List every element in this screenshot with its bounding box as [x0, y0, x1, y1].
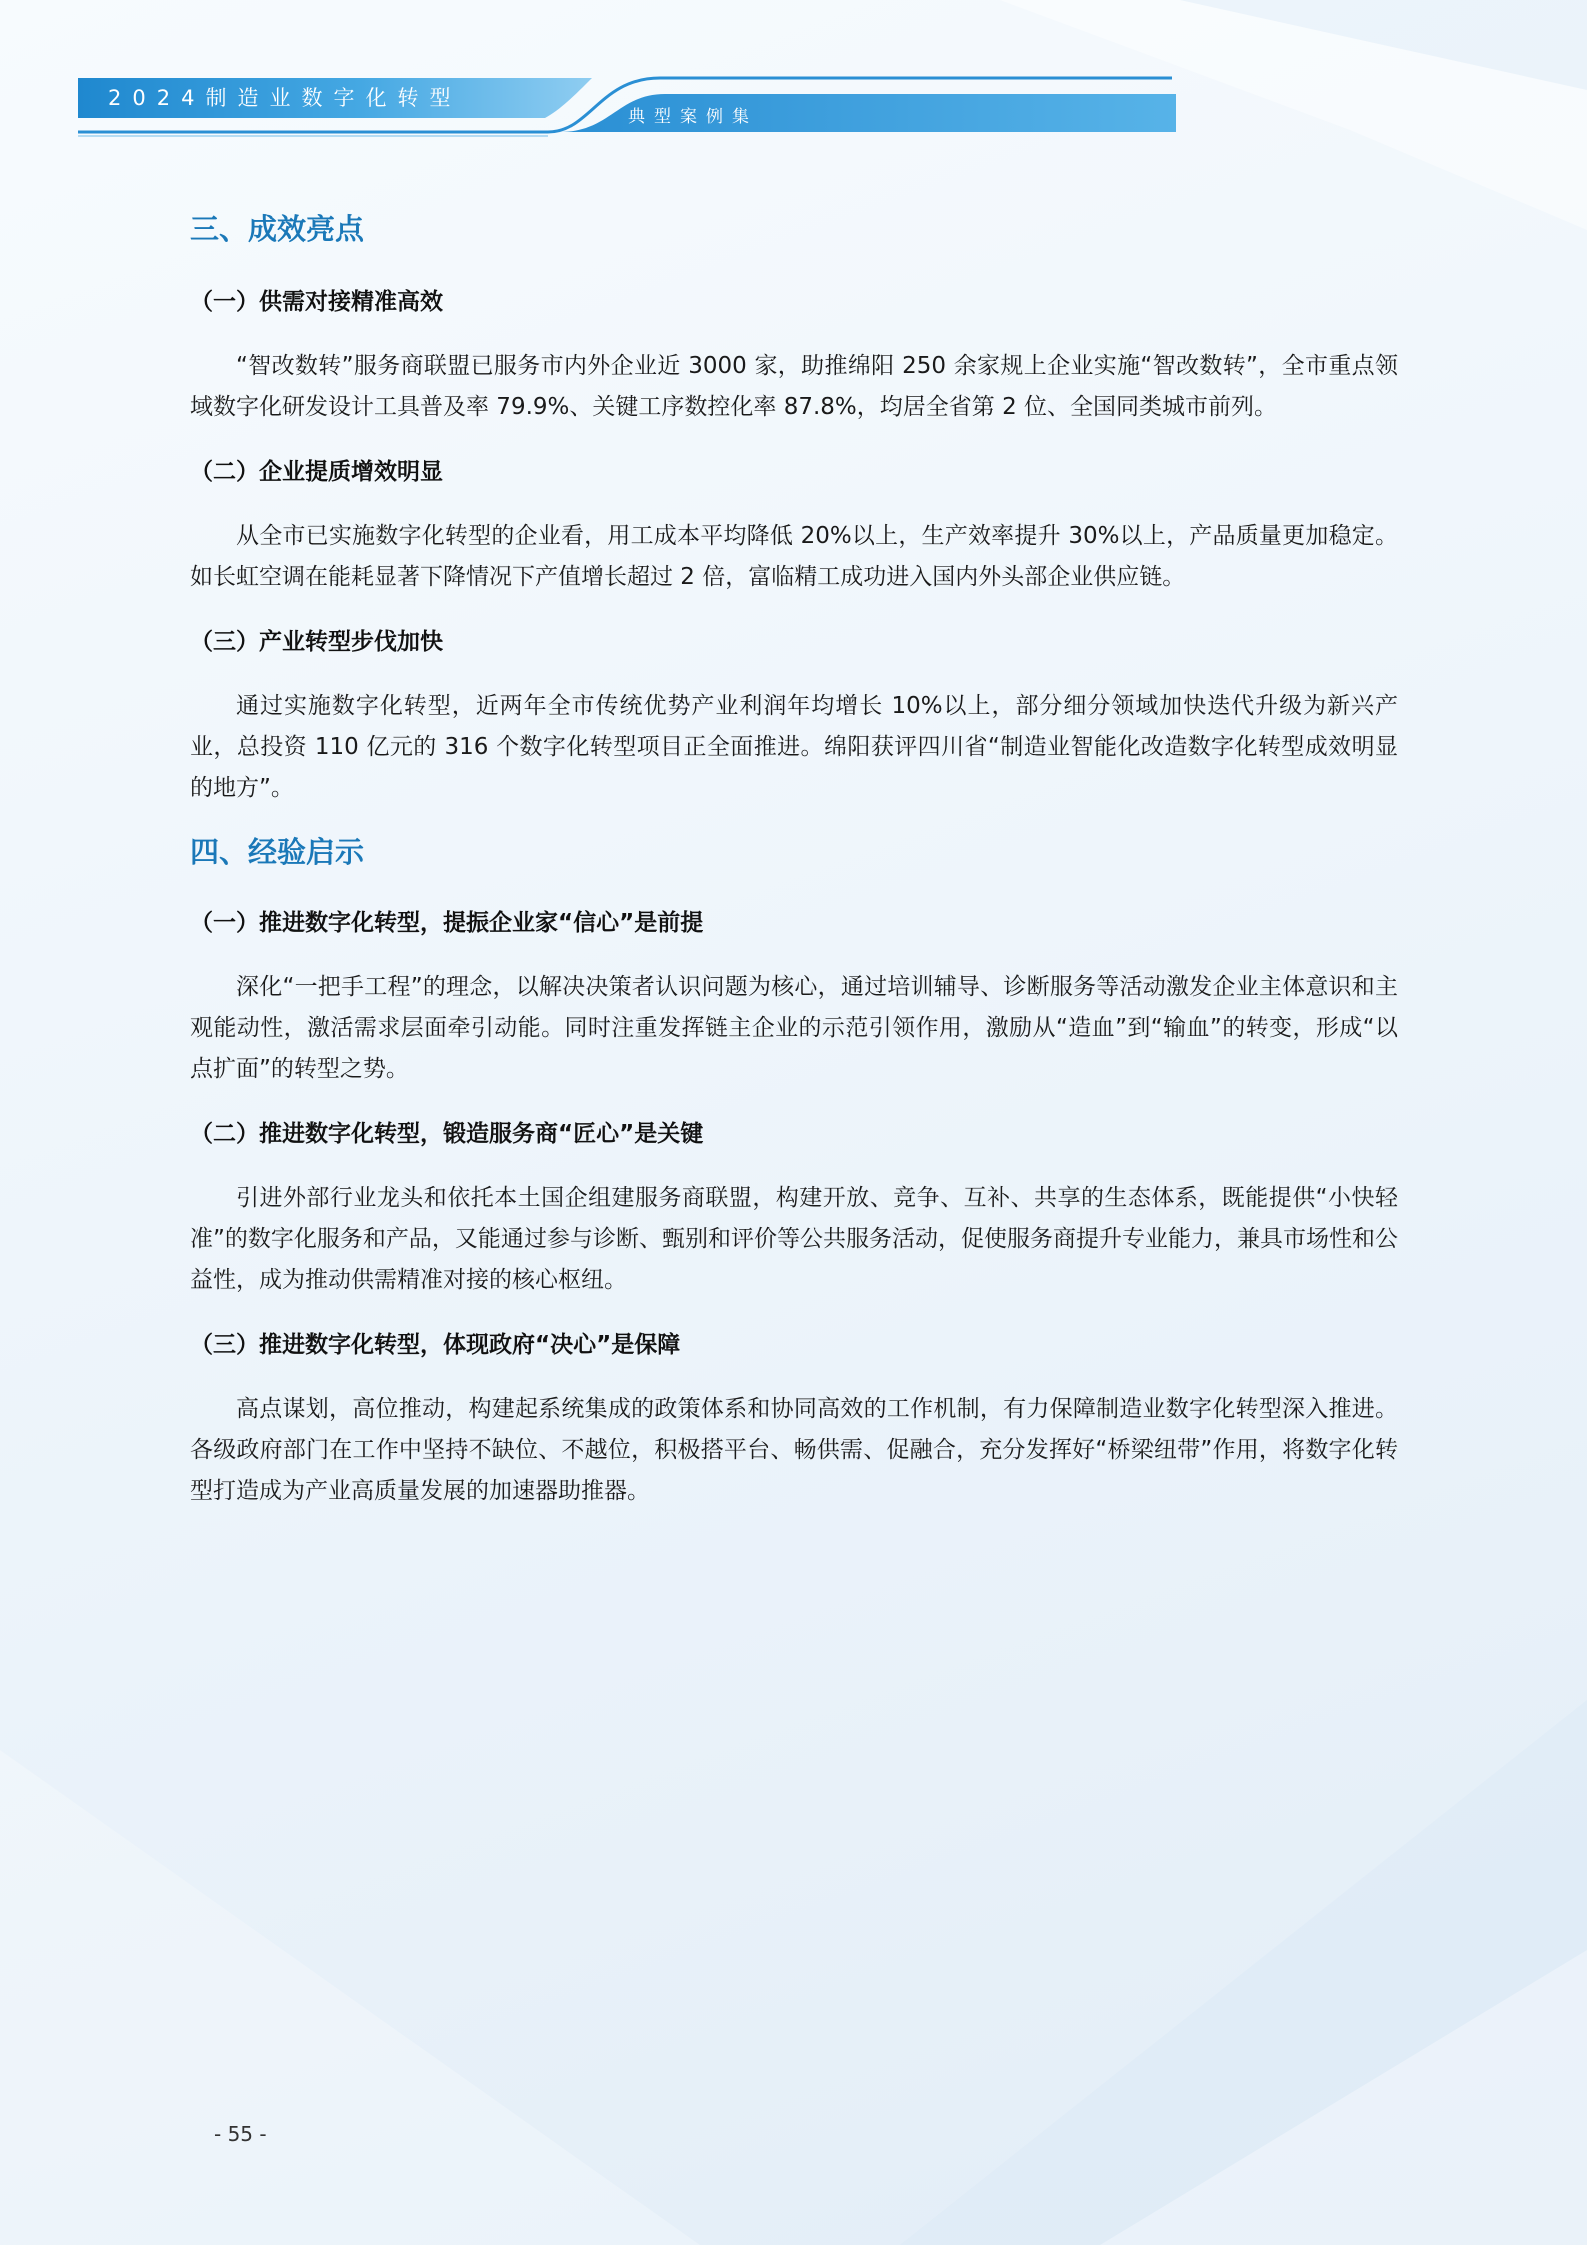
header-series-title: 2024制造业数字化转型 — [108, 86, 462, 110]
subsection-heading: （一）推进数字化转型，提振企业家“信心”是前提 — [190, 910, 704, 936]
subsection-heading: （三）产业转型步伐加快 — [190, 629, 443, 655]
page-header — [0, 0, 1587, 160]
main-content — [190, 208, 1398, 1512]
subsection-heading: （二）推进数字化转型，锻造服务商“匠心”是关键 — [190, 1121, 704, 1147]
header-band-graphic — [0, 0, 1587, 160]
paragraph: 通过实施数字化转型，近两年全市传统优势产业利润年均增长 10%以上，部分细分领域加快迭代升级为新兴产业，总投资 110 亿元的 316 个数字化转型项目正全面推进。绵阳获评四川省“制造业智能化改造数字化转型成效明显的地方”。 — [190, 693, 1398, 801]
subsection-heading: （二）企业提质增效明显 — [190, 459, 443, 485]
header-subtitle: 典型案例集 — [628, 107, 758, 127]
paragraph: 深化“一把手工程”的理念，以解决决策者认识问题为核心，通过培训辅导、诊断服务等活动激发企业主体意识和主观能动性，激活需求层面牵引动能。同时注重发挥链主企业的示范引领作用，激励从“造血”到“输血”的转变，形成“以点扩面”的转型之势。 — [190, 974, 1398, 1082]
paragraph: 引进外部行业龙头和依托本土国企组建服务商联盟，构建开放、竞争、互补、共享的生态体系，既能提供“小快轻准”的数字化服务和产品，又能通过参与诊断、甄别和评价等公共服务活动，促使服务商提升专业能力，兼具市场性和公益性，成为推动供需精准对接的核心枢纽。 — [190, 1185, 1398, 1293]
paragraph: 从全市已实施数字化转型的企业看，用工成本平均降低 20%以上，生产效率提升 30%以上，产品质量更加稳定。如长虹空调在能耗显著下降情况下产值增长超过 2 倍，富临精工成功进入国内外头部企业供应链。 — [190, 523, 1398, 590]
section-heading: 四、经验启示 — [190, 835, 365, 869]
paragraph: “智改数转”服务商联盟已服务市内外企业近 3000 家，助推绵阳 250 余家规上企业实施“智改数转”，全市重点领域数字化研发设计工具普及率 79.9%、关键工序数控化率 87.8%，均居全省第 2 位、全国同类城市前列。 — [190, 353, 1398, 420]
page-number: - 55 - — [214, 2122, 267, 2146]
paragraph: 高点谋划，高位推动，构建起系统集成的政策体系和协同高效的工作机制，有力保障制造业数字化转型深入推进。各级政府部门在工作中坚持不缺位、不越位，积极搭平台、畅供需、促融合，充分发挥好“桥梁纽带”作用，将数字化转型打造成为产业高质量发展的加速器助推器。 — [190, 1396, 1398, 1504]
subsection-heading: （一）供需对接精准高效 — [190, 289, 443, 315]
section-heading: 三、成效亮点 — [190, 212, 365, 246]
subsection-heading: （三）推进数字化转型，体现政府“决心”是保障 — [190, 1332, 681, 1358]
